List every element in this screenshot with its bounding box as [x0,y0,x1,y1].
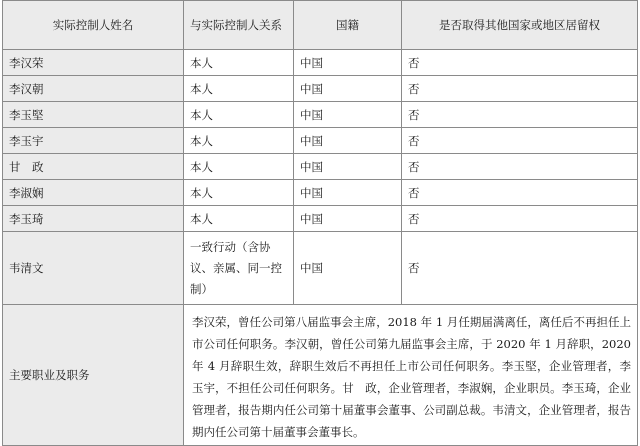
controller-name: 李玉宇 [3,128,184,154]
header-residency: 是否取得其他国家或地区居留权 [402,1,638,50]
relation-cell: 本人 [184,76,294,102]
controller-table [2,0,638,446]
header-nationality: 国籍 [294,1,402,50]
relation-cell: 本人 [184,50,294,76]
residency-cell: 否 [402,76,638,102]
career-row [3,305,638,446]
career-label: 主要职业及职务 [3,305,184,446]
nationality-cell: 中国 [294,206,402,232]
table-row [3,76,638,102]
table-row [3,180,638,206]
nationality-cell: 中国 [294,232,402,305]
nationality-cell: 中国 [294,128,402,154]
header-row [3,1,638,50]
table-row [3,206,638,232]
relation-cell: 本人 [184,180,294,206]
residency-cell: 否 [402,50,638,76]
relation-cell: 本人 [184,206,294,232]
nationality-cell: 中国 [294,50,402,76]
controller-name: 李汉朝 [3,76,184,102]
residency-cell: 否 [402,128,638,154]
controller-name: 李淑娴 [3,180,184,206]
nationality-cell: 中国 [294,76,402,102]
header-name: 实际控制人姓名 [3,1,184,50]
residency-cell: 否 [402,102,638,128]
table-row [3,128,638,154]
relation-cell: 本人 [184,128,294,154]
controller-name: 李玉琦 [3,206,184,232]
table-row [3,50,638,76]
header-relation: 与实际控制人关系 [184,1,294,50]
relation-cell: 一致行动（含协议、亲属、同一控制） [184,232,294,305]
relation-cell: 本人 [184,154,294,180]
controller-name: 李玉堅 [3,102,184,128]
table-row [3,102,638,128]
residency-cell: 否 [402,180,638,206]
relation-cell: 本人 [184,102,294,128]
controller-name: 甘 政 [3,154,184,180]
nationality-cell: 中国 [294,180,402,206]
nationality-cell: 中国 [294,102,402,128]
nationality-cell: 中国 [294,154,402,180]
residency-cell: 否 [402,232,638,305]
residency-cell: 否 [402,206,638,232]
table-row [3,232,638,305]
table-row [3,154,638,180]
residency-cell: 否 [402,154,638,180]
controller-name: 李汉荣 [3,50,184,76]
controller-name: 韦清文 [3,232,184,305]
career-description: 李汉荣，曾任公司第八届监事会主席，2018 年 1 月任期届满离任，离任后不再担任上市公司任何职务。李汉朝，曾任公司第九届监事会主席，于 2020 年 1 月辞职，2020 年 4 月辞职生效，辞职生效后不再担任上市公司任何职务。李玉堅，企业管理者，李玉宇，不担任公司任何职务。甘 政，企业管理者，李淑娴，企业职员。李玉琦，企业管理者，报告期内任公司第十届董事会董事、公司副总裁。韦清文，企业管理者，报告期内任公司第十届董事会董事长。 [184,305,638,446]
